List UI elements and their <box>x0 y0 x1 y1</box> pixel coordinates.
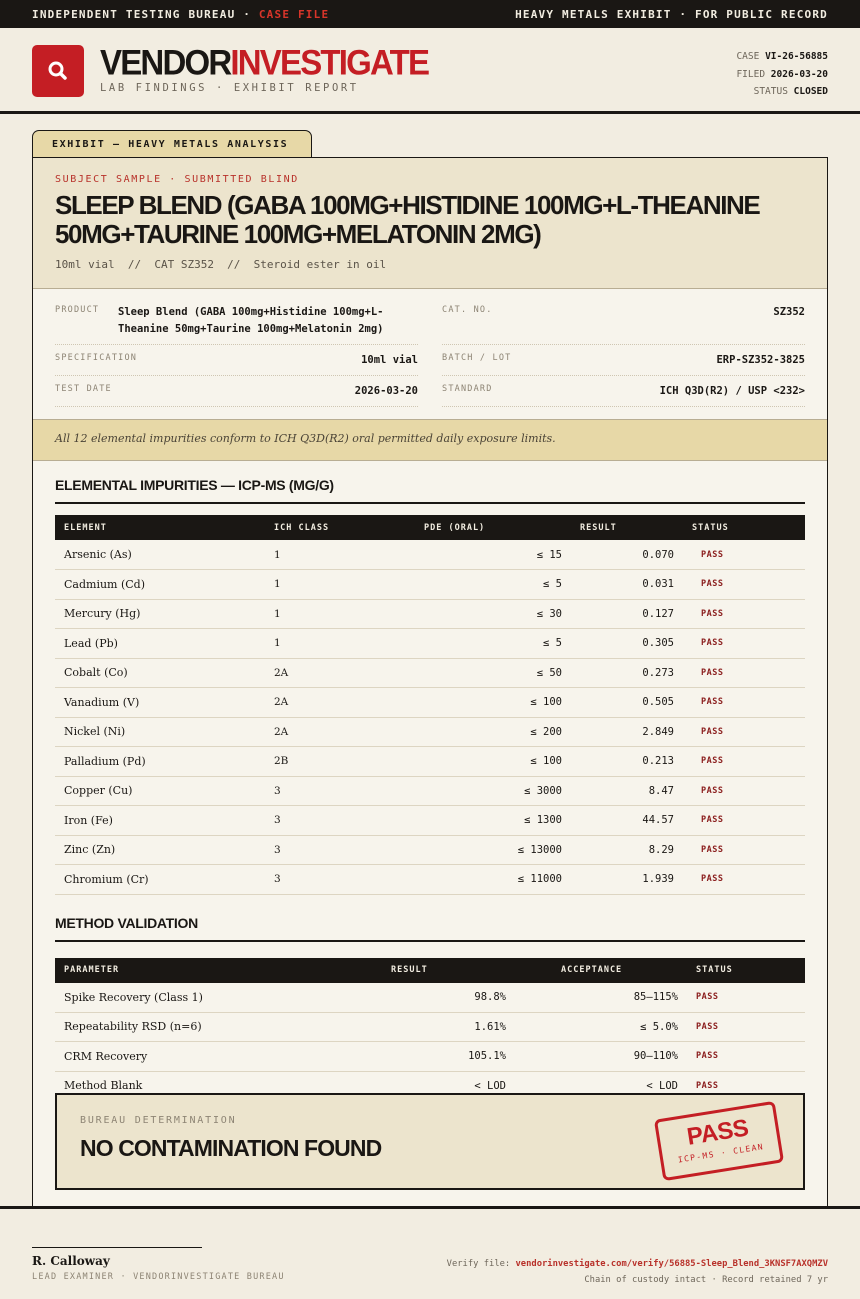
impurity-row <box>55 629 805 659</box>
ich-class-cell: 1 <box>265 570 415 600</box>
result-cell: 8.47 <box>571 776 683 806</box>
ich-class-cell: 3 <box>265 835 415 865</box>
validation-row <box>55 1042 805 1072</box>
pde-cell: ≤ 50 <box>415 658 571 688</box>
val-result-cell: 105.1% <box>345 1042 515 1072</box>
result-cell: 0.213 <box>571 747 683 777</box>
impurity-row <box>55 688 805 718</box>
element-cell: Iron (Fe) <box>55 806 265 836</box>
spec-product: PRODUCT Sleep Blend (GABA 100mg+Histidine 100mg+L-Theanine 50mg+Taurine 100mg+Melatonin 2mg) <box>55 297 418 345</box>
status-badge: PASS <box>683 865 805 895</box>
status-badge: PASS <box>683 776 805 806</box>
ich-class-cell: 1 <box>265 540 415 570</box>
acceptance-cell: 90–110% <box>515 1042 687 1072</box>
validation-header-row <box>55 958 805 983</box>
ich-class-cell: 2A <box>265 658 415 688</box>
pass-stamp <box>654 1101 784 1181</box>
pde-cell: ≤ 200 <box>415 717 571 747</box>
footer-divider <box>0 1206 860 1209</box>
impurities-title: ELEMENTAL IMPURITIES — ICP-MS (ΜG/G) <box>55 477 805 504</box>
impurity-row <box>55 776 805 806</box>
status-badge: PASS <box>683 688 805 718</box>
brand-subtitle: LAB FINDINGS · EXHIBIT REPORT <box>100 82 359 94</box>
brand-part-vendor: VENDOR <box>100 42 231 82</box>
result-cell: 1.939 <box>571 865 683 895</box>
spec-test-date: TEST DATE 2026-03-20 <box>55 376 418 407</box>
result-cell: 2.849 <box>571 717 683 747</box>
result-cell: 0.031 <box>571 570 683 600</box>
ich-class-cell: 2A <box>265 717 415 747</box>
result-cell: 0.273 <box>571 658 683 688</box>
top-bar-left <box>32 8 329 21</box>
validation-table <box>55 958 805 1102</box>
spec-specification: SPECIFICATION 10ml vial <box>55 345 418 376</box>
impurity-row <box>55 806 805 836</box>
custody-note: Chain of custody intact · Record retained 7 yr <box>584 1275 828 1285</box>
sample-subline: 10ml vial // CAT SZ352 // Steroid ester in oil <box>55 258 387 271</box>
validation-row <box>55 1012 805 1042</box>
status-badge: PASS <box>683 540 805 570</box>
status-badge: PASS <box>683 599 805 629</box>
determination-value: NO CONTAMINATION FOUND <box>80 1135 382 1161</box>
stamp-main: PASS <box>685 1114 751 1151</box>
val-result-cell: < LOD <box>345 1071 515 1101</box>
element-cell: Copper (Cu) <box>55 776 265 806</box>
element-cell: Mercury (Hg) <box>55 599 265 629</box>
element-cell: Nickel (Ni) <box>55 717 265 747</box>
validation-row <box>55 983 805 1013</box>
brand-wordmark <box>100 42 428 83</box>
status-badge: PASS <box>683 835 805 865</box>
acceptance-cell: 85–115% <box>515 983 687 1013</box>
parameter-cell: Repeatability RSD (n=6) <box>55 1012 345 1042</box>
spec-grid <box>33 289 827 407</box>
impurity-row <box>55 865 805 895</box>
parameter-cell: Spike Recovery (Class 1) <box>55 983 345 1013</box>
impurity-row <box>55 658 805 688</box>
impurity-row <box>55 570 805 600</box>
ich-class-cell: 3 <box>265 776 415 806</box>
col-parameter: PARAMETER <box>64 965 120 975</box>
ich-class-cell: 1 <box>265 599 415 629</box>
status-badge: PASS <box>687 1042 805 1072</box>
pde-cell: ≤ 15 <box>415 540 571 570</box>
result-cell: 0.305 <box>571 629 683 659</box>
validation-title: METHOD VALIDATION <box>55 915 805 942</box>
verify-link[interactable]: vendorinvestigate.com/verify/56885-Sleep_Blend_3KNSF7AXQMZV <box>515 1259 828 1269</box>
pde-cell: ≤ 3000 <box>415 776 571 806</box>
impurities-header-row <box>55 515 805 540</box>
element-cell: Cadmium (Cd) <box>55 570 265 600</box>
pde-cell: ≤ 100 <box>415 747 571 777</box>
signer-role: LEAD EXAMINER · VENDORINVESTIGATE BUREAU <box>32 1272 285 1282</box>
parameter-cell: CRM Recovery <box>55 1042 345 1072</box>
pde-cell: ≤ 30 <box>415 599 571 629</box>
pde-cell: ≤ 5 <box>415 570 571 600</box>
filed-date: FILED 2026-03-20 <box>736 68 828 80</box>
status-badge: PASS <box>687 1012 805 1042</box>
bureau-label: INDEPENDENT TESTING BUREAU · <box>32 7 259 21</box>
acceptance-cell: < LOD <box>515 1071 687 1101</box>
exhibit-tab: EXHIBIT — HEAVY METALS ANALYSIS <box>32 130 312 158</box>
impurity-row <box>55 540 805 570</box>
case-number: CASE VI-26-56885 <box>736 51 828 62</box>
element-cell: Palladium (Pd) <box>55 747 265 777</box>
pde-cell: ≤ 5 <box>415 629 571 659</box>
signer-name: R. Calloway <box>32 1254 110 1268</box>
ich-class-cell: 1 <box>265 629 415 659</box>
brand-part-investigate: INVESTIGATE <box>230 42 429 82</box>
case-meta <box>736 48 828 101</box>
ich-class-cell: 2A <box>265 688 415 718</box>
result-cell: 8.29 <box>571 835 683 865</box>
case-file-label: CASE FILE <box>258 7 330 21</box>
col-status: STATUS <box>692 522 729 533</box>
impurity-row <box>55 835 805 865</box>
acceptance-cell: ≤ 5.0% <box>515 1012 687 1042</box>
pde-cell: ≤ 11000 <box>415 865 571 895</box>
subject-hero <box>33 158 827 289</box>
conformity-banner: All 12 elemental impurities conform to ICH Q3D(R2) oral permitted daily exposure limits. <box>33 419 827 461</box>
signature-line <box>32 1247 202 1248</box>
status-badge: PASS <box>683 629 805 659</box>
ich-class-cell: 3 <box>265 806 415 836</box>
impurity-row <box>55 599 805 629</box>
case-status: STATUS CLOSED <box>753 86 828 97</box>
parameter-cell: Method Blank <box>55 1071 345 1101</box>
element-cell: Vanadium (V) <box>55 688 265 718</box>
bureau-determination <box>55 1093 805 1190</box>
status-badge: PASS <box>683 717 805 747</box>
result-cell: 0.505 <box>571 688 683 718</box>
val-result-cell: 98.8% <box>345 983 515 1013</box>
sample-title: SLEEP BLEND (GABA 100MG+HISTIDINE 100MG+L-THEANINE 50MG+TAURINE 100MG+MELATONIN 2MG) <box>55 190 760 249</box>
pde-cell: ≤ 1300 <box>415 806 571 836</box>
element-cell: Cobalt (Co) <box>55 658 265 688</box>
impurity-row <box>55 747 805 777</box>
result-cell: 0.070 <box>571 540 683 570</box>
stamp-sub: ICP-MS · CLEAN <box>677 1142 765 1165</box>
status-badge: PASS <box>687 983 805 1013</box>
subject-kicker: SUBJECT SAMPLE · SUBMITTED BLIND <box>55 174 299 185</box>
result-cell: 0.127 <box>571 599 683 629</box>
pde-cell: ≤ 100 <box>415 688 571 718</box>
determination-label: BUREAU DETERMINATION <box>80 1115 237 1126</box>
verify-line: Verify file: vendorinvestigate.com/verify/56885-Sleep_Blend_3KNSF7AXQMZV <box>446 1259 828 1269</box>
col-acceptance: ACCEPTANCE <box>561 965 623 975</box>
status-badge: PASS <box>683 747 805 777</box>
pde-cell: ≤ 13000 <box>415 835 571 865</box>
val-result-cell: 1.61% <box>345 1012 515 1042</box>
page-header <box>0 28 860 114</box>
col-result: RESULT <box>580 522 617 533</box>
magnifier-icon <box>32 45 84 97</box>
col-ich-class: ICH CLASS <box>274 522 330 533</box>
spec-cat-no: CAT. NO. SZ352 <box>442 297 805 345</box>
ich-class-cell: 3 <box>265 865 415 895</box>
impurity-row <box>55 717 805 747</box>
exhibit-card <box>32 157 828 1207</box>
element-cell: Arsenic (As) <box>55 540 265 570</box>
col-element: ELEMENT <box>64 522 107 533</box>
col-val-status: STATUS <box>696 965 733 975</box>
result-cell: 44.57 <box>571 806 683 836</box>
top-bar <box>0 0 860 28</box>
logo[interactable] <box>32 45 84 97</box>
col-val-result: RESULT <box>391 965 428 975</box>
status-badge: PASS <box>683 658 805 688</box>
top-bar-right: HEAVY METALS EXHIBIT · FOR PUBLIC RECORD <box>515 7 828 21</box>
status-badge: PASS <box>683 570 805 600</box>
col-pde: PDE (ORAL) <box>424 522 486 533</box>
element-cell: Zinc (Zn) <box>55 835 265 865</box>
impurities-table <box>55 515 805 895</box>
status-badge: PASS <box>687 1071 805 1101</box>
ich-class-cell: 2B <box>265 747 415 777</box>
spec-standard: STANDARD ICH Q3D(R2) / USP <232> <box>442 376 805 407</box>
spec-batch: BATCH / LOT ERP-SZ352-3825 <box>442 345 805 376</box>
verify-block <box>447 1256 828 1288</box>
element-cell: Lead (Pb) <box>55 629 265 659</box>
element-cell: Chromium (Cr) <box>55 865 265 895</box>
status-badge: PASS <box>683 806 805 836</box>
